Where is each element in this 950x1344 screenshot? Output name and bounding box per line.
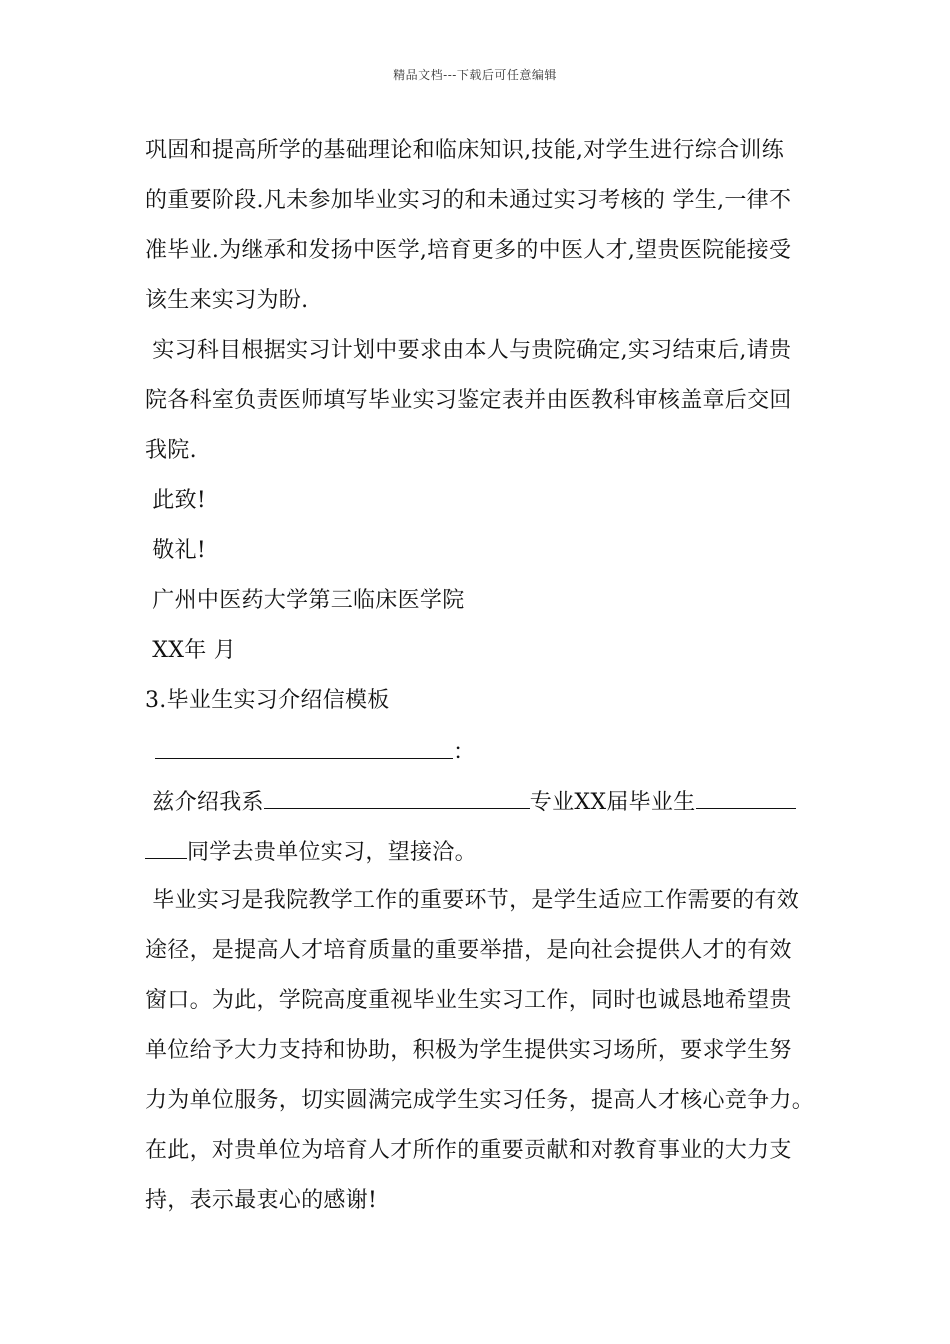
closing-greeting: 此致! — [145, 488, 207, 513]
salutation-colon: ： — [453, 740, 476, 765]
intro-text-start: 兹介绍我系 — [145, 790, 264, 815]
intro-text-end: 同学去贵单位实习，望接洽。 — [187, 840, 477, 865]
paragraph-line: 的重要阶段.凡未参加毕业实习的和未通过实习考核的 学生,一律不 — [145, 188, 792, 213]
paragraph-line: 巩固和提高所学的基础理论和临床知识,技能,对学生进行综合训练 — [145, 138, 784, 163]
paragraph-line: 在此，对贵单位为培育人才所作的重要贡献和对教育事业的大力支 — [145, 1138, 792, 1163]
intro-text-middle: 专业XX届毕业生 — [529, 790, 696, 815]
paragraph-line: 窗口。为此，学院高度重视毕业生实习工作，同时也诚恳地希望贵 — [145, 988, 792, 1013]
recipient-blank[interactable] — [155, 736, 453, 759]
intro-line — [145, 786, 796, 818]
student-name-blank[interactable] — [696, 786, 796, 809]
paragraph-line: 实习科目根据实习计划中要求由本人与贵院确定,实习结束后,请贵 — [145, 338, 792, 363]
intro-line-2 — [145, 836, 477, 868]
paragraph-line: 我院. — [145, 438, 197, 463]
signature: 广州中医药大学第三临床医学院 — [145, 588, 465, 613]
date-line: XX年 月 — [145, 638, 237, 663]
salutation-line — [155, 736, 475, 768]
closing-regards: 敬礼! — [145, 538, 207, 563]
paragraph-line: 准毕业.为继承和发扬中医学,培育更多的中医人才,望贵医院能接受 — [145, 238, 792, 263]
paragraph-line: 力为单位服务，切实圆满完成学生实习任务，提高人才核心竞争力。 — [145, 1088, 815, 1113]
student-name-blank-continued[interactable] — [145, 836, 187, 859]
page-header: 精品文档---下载后可任意编辑 — [393, 68, 557, 82]
paragraph-line: 持，表示最衷心的感谢! — [145, 1188, 378, 1213]
paragraph-line: 单位给予大力支持和协助，积极为学生提供实习场所，要求学生努 — [145, 1038, 792, 1063]
major-blank[interactable] — [264, 786, 530, 809]
paragraph-line: 该生来实习为盼. — [145, 288, 309, 313]
paragraph-line: 院各科室负责医师填写毕业实习鉴定表并由医教科审核盖章后交回 — [145, 388, 792, 413]
paragraph-line: 途径，是提高人才培育质量的重要举措，是向社会提供人才的有效 — [145, 938, 792, 963]
paragraph-line: 毕业实习是我院教学工作的重要环节，是学生适应工作需要的有效 — [145, 888, 799, 913]
section-heading: 3.毕业生实习介绍信模板 — [145, 688, 390, 713]
